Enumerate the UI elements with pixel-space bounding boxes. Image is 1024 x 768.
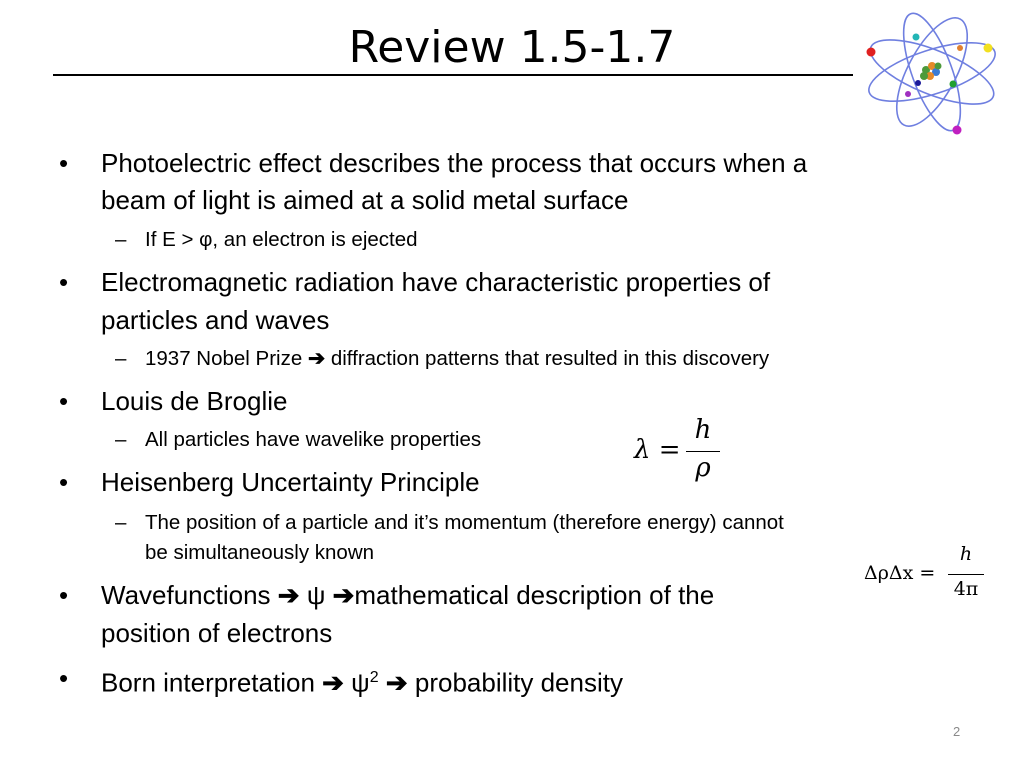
bullet-text: particles and waves <box>101 305 330 335</box>
bullet-text: beam of light is aimed at a solid metal surface <box>101 185 629 215</box>
arrow-icon: ➔ <box>322 667 344 698</box>
equation-numerator: h <box>694 415 712 445</box>
bullet-text: Heisenberg Uncertainty Principle <box>101 467 480 497</box>
sub-bullet-ejected <box>115 225 418 255</box>
bullet-text: Wavefunctions <box>101 580 278 610</box>
bullet-text: ψ <box>299 580 333 610</box>
arrow-icon: ➔ <box>277 580 300 610</box>
sub-bullet-text: The position of a particle and it’s momentum (therefore energy) cannot <box>145 511 784 534</box>
arrow-icon: ➔ <box>332 580 355 610</box>
bullet-marker: • <box>59 148 69 178</box>
page-number: 2 <box>953 724 961 739</box>
bullet-text: Born interpretation <box>101 667 323 698</box>
bullet-heisenberg <box>59 463 480 501</box>
sub-bullet-continuation <box>145 538 374 568</box>
bullet-wavefunctions <box>59 576 715 614</box>
bullet-text: Louis de Broglie <box>101 386 288 416</box>
bullet-text: mathematical description of the <box>354 580 715 610</box>
fraction-bar <box>686 451 720 452</box>
sub-bullet-text: diffraction patterns that resulted in this discovery <box>325 347 770 370</box>
de-broglie-equation <box>634 415 724 490</box>
sub-bullet-text: 1937 Nobel Prize <box>145 347 308 370</box>
dash-marker: – <box>115 428 127 451</box>
equation-lhs: λ = <box>634 435 681 465</box>
dash-marker: – <box>115 511 127 534</box>
arrow-icon: ➔ <box>307 347 326 370</box>
bullet-text: Photoelectric effect describes the process that occurs when a <box>101 148 808 178</box>
bullet-de-broglie <box>59 382 288 420</box>
equation-denominator: ρ <box>695 453 711 483</box>
bullet-text: probability density <box>407 667 623 698</box>
bullet-continuation <box>101 181 628 219</box>
bullet-marker: • <box>59 467 69 497</box>
bullet-photoelectric <box>59 144 808 182</box>
bullet-text: Electromagnetic radiation have characteristic properties of <box>101 267 771 297</box>
slide-title: Review 1.5-1.7 <box>348 22 676 73</box>
bullet-marker: • <box>59 663 69 693</box>
sub-bullet-text: be simultaneously known <box>145 541 375 564</box>
bullet-text: position of electrons <box>101 618 333 648</box>
bullet-marker: • <box>59 580 69 610</box>
superscript: 2 <box>369 669 379 686</box>
bullet-born <box>59 659 623 702</box>
sub-bullet-wavelike <box>115 425 482 455</box>
bullet-continuation <box>101 301 329 339</box>
bullet-text <box>379 668 386 698</box>
equation-lhs: ΔρΔx = <box>864 562 936 584</box>
equation-numerator: h <box>959 543 973 565</box>
sub-bullet-text: All particles have wavelike properties <box>145 428 482 451</box>
bullet-marker: • <box>59 386 69 416</box>
bullet-marker: • <box>59 267 69 297</box>
sub-bullet-uncertainty <box>115 508 784 538</box>
fraction-bar <box>948 574 984 575</box>
bullet-em-radiation <box>59 263 771 301</box>
equation-denominator: 4π <box>953 578 979 600</box>
uncertainty-equation <box>864 541 994 611</box>
arrow-icon: ➔ <box>385 667 408 698</box>
sub-bullet-nobel <box>115 344 770 374</box>
bullet-text: ψ <box>343 667 370 698</box>
sub-bullet-text: If E > φ, an electron is ejected <box>145 228 418 251</box>
dash-marker: – <box>115 228 127 251</box>
dash-marker: – <box>115 347 127 370</box>
bullet-continuation <box>101 614 332 652</box>
